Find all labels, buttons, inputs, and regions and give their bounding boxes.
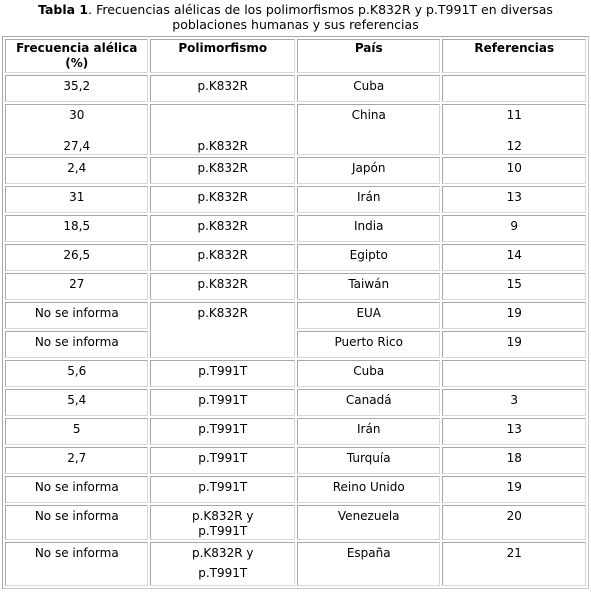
cell-polimorfismo-b: p.T991T (198, 524, 248, 538)
table-caption-label: Tabla 1 (38, 2, 89, 17)
header-referencias: Referencias (442, 39, 586, 73)
table-row (5, 244, 586, 271)
cell-pais: Turquía (297, 447, 440, 474)
cell-polimorfismo: p.T991T (150, 447, 295, 474)
cell-frecuencia: 5,4 (5, 389, 148, 416)
cell-referencia: 21 (442, 542, 586, 586)
cell-frecuencia: No se informa (5, 542, 148, 586)
cell-polimorfismo: p.K832R (150, 215, 295, 242)
cell-frecuencia: 26,5 (5, 244, 148, 271)
cell-referencia: 9 (442, 215, 586, 242)
cell-pais: Cuba (297, 75, 440, 102)
cell-pais: Egipto (297, 244, 440, 271)
cell-referencia (442, 360, 586, 387)
cell-polimorfismo: p.K832R (150, 75, 295, 102)
table-row (5, 476, 586, 503)
cell-referencia: 19 (442, 331, 586, 358)
cell-pais: Venezuela (297, 505, 440, 540)
cell-pais: Cuba (297, 360, 440, 387)
cell-referencia: 14 (442, 244, 586, 271)
cell-frecuencia: 27 (5, 273, 148, 300)
cell-frecuencia: 5,6 (5, 360, 148, 387)
table-row (5, 331, 586, 358)
cell-polimorfismo (150, 505, 295, 540)
table-row (5, 215, 586, 242)
cell-polimorfismo: p.K832R (150, 273, 295, 300)
cell-polimorfismo (150, 542, 295, 586)
cell-frecuencia: 5 (5, 418, 148, 445)
table-row (5, 389, 586, 416)
cell-pais: Reino Unido (297, 476, 440, 503)
cell-referencia: 13 (442, 418, 586, 445)
cell-polimorfismo-value: p.K832R (197, 139, 248, 153)
cell-pais: Irán (297, 418, 440, 445)
header-pais: País (297, 39, 440, 73)
table-row (5, 542, 586, 586)
table-row (5, 302, 586, 329)
allele-frequency-table (2, 36, 589, 589)
cell-frecuencia-a: 30 (69, 108, 85, 122)
cell-referencia: 10 (442, 157, 586, 184)
cell-polimorfismo-a: p.K832R y (192, 509, 254, 523)
cell-pais: Taiwán (297, 273, 440, 300)
cell-frecuencia (5, 104, 148, 155)
cell-polimorfismo-b: p.T991T (198, 566, 248, 580)
cell-pais: EUA (297, 302, 440, 329)
cell-referencia-b: 12 (506, 139, 522, 153)
table-row (5, 186, 586, 213)
cell-frecuencia: 2,4 (5, 157, 148, 184)
table-row (5, 273, 586, 300)
cell-polimorfismo: p.T991T (150, 476, 295, 503)
table-header-row (5, 39, 586, 73)
cell-polimorfismo: p.T991T (150, 418, 295, 445)
cell-referencia: 3 (442, 389, 586, 416)
cell-pais: España (297, 542, 440, 586)
cell-referencia: 19 (442, 302, 586, 329)
cell-frecuencia: No se informa (5, 505, 148, 540)
cell-frecuencia: 2,7 (5, 447, 148, 474)
cell-polimorfismo: p.K832R (150, 157, 295, 184)
table-row (5, 157, 586, 184)
cell-referencia: 13 (442, 186, 586, 213)
cell-referencia: 19 (442, 476, 586, 503)
cell-polimorfismo: p.K832R (150, 186, 295, 213)
cell-frecuencia-b: 27,4 (63, 139, 91, 153)
table-row (5, 447, 586, 474)
cell-polimorfismo: p.K832R (150, 244, 295, 271)
cell-frecuencia: 35,2 (5, 75, 148, 102)
table-caption (2, 2, 589, 32)
cell-polimorfismo: p.T991T (150, 360, 295, 387)
cell-referencia: 15 (442, 273, 586, 300)
table-row (5, 104, 586, 155)
table-row (5, 360, 586, 387)
cell-pais: Irán (297, 186, 440, 213)
header-frecuencia: Frecuencia alélica (%) (5, 39, 148, 73)
cell-pais: Japón (297, 157, 440, 184)
header-polimorfismo: Polimorfismo (150, 39, 295, 73)
cell-referencia-a: 11 (506, 108, 522, 122)
cell-frecuencia: 18,5 (5, 215, 148, 242)
table-caption-text: . Frecuencias alélicas de los polimorfismos p.K832R y p.T991T en diversas poblaciones humanas y sus referencias (88, 2, 553, 32)
cell-polimorfismo: p.T991T (150, 389, 295, 416)
cell-polimorfismo: p.K832R (150, 302, 295, 358)
cell-frecuencia: No se informa (5, 302, 148, 329)
table-row (5, 505, 586, 540)
cell-frecuencia: No se informa (5, 331, 148, 358)
cell-polimorfismo-a: p.K832R y (192, 546, 254, 560)
table-row (5, 75, 586, 102)
cell-pais: Puerto Rico (297, 331, 440, 358)
cell-referencia (442, 75, 586, 102)
cell-frecuencia: 31 (5, 186, 148, 213)
cell-referencia: 20 (442, 505, 586, 540)
cell-polimorfismo (150, 104, 295, 155)
cell-frecuencia: No se informa (5, 476, 148, 503)
table-row (5, 418, 586, 445)
cell-pais: China (297, 104, 440, 155)
cell-pais: India (297, 215, 440, 242)
cell-referencia: 18 (442, 447, 586, 474)
cell-pais: Canadá (297, 389, 440, 416)
cell-referencia (442, 104, 586, 155)
